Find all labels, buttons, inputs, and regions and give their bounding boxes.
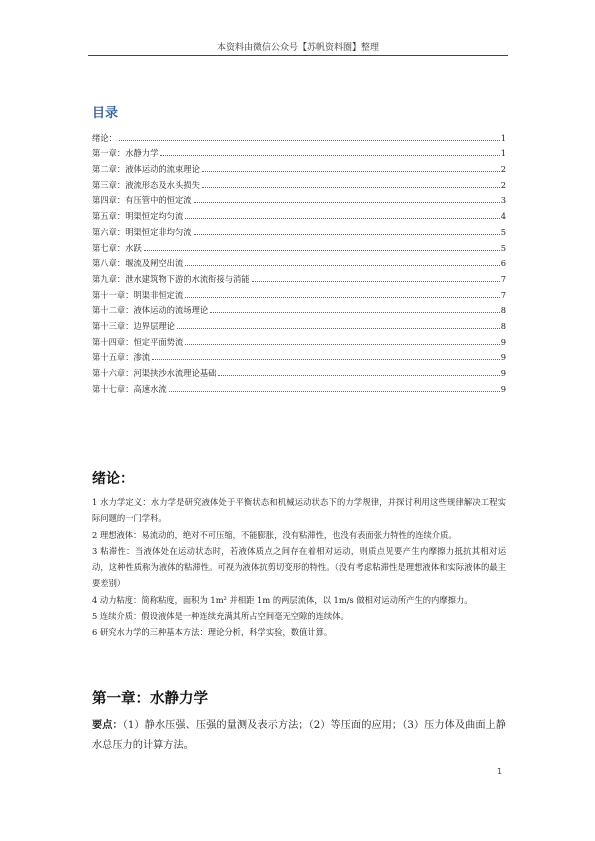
toc-leader-dots — [144, 250, 500, 251]
toc-entry-page: 2 — [500, 179, 506, 190]
toc-entry-page: 9 — [500, 352, 506, 363]
toc-title: 目录 — [92, 106, 119, 121]
chapter1-key-points — [92, 716, 506, 755]
toc-entry-page: 7 — [500, 289, 506, 300]
toc-leader-dots — [119, 140, 500, 141]
intro-paragraph: 3 粘滞性：当液体处在运动状态时，若液体质点之间存在着相对运动，则质点见要产生内摩擦力抵抗其相对运动，这种性质称为液体的粘滞性。可视为液体抗剪切变形的特性。（没有考虑粘滞性是理想液体和实际液体的最主要差别） — [92, 545, 506, 589]
chapter1-title: 第一章：水静力学 — [92, 691, 208, 707]
intro-paragraph: 2 理想液体：易流动的，绝对不可压缩，不能膨胀，没有粘滞性，也没有表面张力特性的连续介质。 — [92, 529, 457, 540]
toc-leader-dots — [252, 281, 500, 282]
toc-entry-label: 第五章：明渠恒定均匀流 — [92, 211, 184, 222]
toc-entry[interactable] — [92, 378, 506, 394]
toc-entry-label: 第三章：液流形态及水头损失 — [92, 179, 200, 190]
toc-leader-dots — [202, 187, 500, 188]
intro-paragraph: 1 水力学定义：水力学是研究液体处于平衡状态和机械运动状态下的力学规律，并探讨利用这些规律解决工程实际问题的一门学科。 — [92, 497, 506, 524]
toc-entry[interactable] — [92, 205, 506, 221]
key-points-label: 要点： — [92, 719, 123, 731]
toc-entry-page: 3 — [500, 195, 506, 206]
toc-entry-label: 第十二章：液体运动的流场理论 — [92, 305, 209, 316]
toc-entry-page: 5 — [500, 242, 506, 253]
toc-entry[interactable] — [92, 253, 506, 269]
toc-entry-page: 9 — [500, 383, 506, 394]
toc-entry-page: 2 — [500, 164, 506, 175]
toc-entry[interactable] — [92, 190, 506, 206]
toc-entry-label: 第四章：有压管中的恒定流 — [92, 195, 192, 206]
toc-entry-label: 第二章：液体运动的流束理论 — [92, 164, 200, 175]
toc-entry[interactable] — [92, 347, 506, 363]
toc-leader-dots — [152, 359, 500, 360]
toc-entry-page: 6 — [500, 258, 506, 269]
toc-entry-label: 绪论： — [92, 132, 117, 143]
toc-entry[interactable] — [92, 174, 506, 190]
table-of-contents — [92, 127, 506, 394]
toc-entry-label: 第十七章：高速水流 — [92, 383, 167, 394]
toc-entry-label: 第十四章：恒定平面势流 — [92, 336, 184, 347]
toc-entry[interactable] — [92, 237, 506, 253]
header-divider — [88, 55, 508, 56]
toc-entry-label: 第十一章：明渠非恒定流 — [92, 289, 184, 300]
toc-entry-label: 第九章：泄水建筑物下游的水流衔接与消能 — [92, 273, 250, 284]
toc-entry-page: 1 — [500, 148, 506, 159]
toc-leader-dots — [177, 328, 500, 329]
toc-entry[interactable] — [92, 315, 506, 331]
page-header: 本资料由微信公众号【苏帆资料圈】整理 — [216, 43, 379, 53]
toc-entry[interactable] — [92, 268, 506, 284]
toc-entry-label: 第十三章：边界层理论 — [92, 320, 175, 331]
toc-entry-page: 9 — [500, 336, 506, 347]
toc-entry[interactable] — [92, 143, 506, 159]
toc-leader-dots — [185, 297, 499, 298]
toc-leader-dots — [169, 391, 500, 392]
toc-entry-label: 第八章：堰流及闸空出流 — [92, 258, 184, 269]
toc-entry[interactable] — [92, 221, 506, 237]
intro-paragraph: 5 连续介质：假设液体是一种连续充满其所占空间毫无空隙的连续体。 — [92, 611, 349, 622]
toc-entry[interactable] — [92, 300, 506, 316]
toc-leader-dots — [185, 265, 499, 266]
toc-leader-dots — [210, 312, 500, 313]
toc-entry-label: 第十五章：渗流 — [92, 352, 151, 363]
toc-entry-page: 7 — [500, 273, 506, 284]
toc-entry[interactable] — [92, 331, 506, 347]
toc-entry[interactable] — [92, 284, 506, 300]
intro-paragraph: 6 研究水力学的三种基本方法：理论分析，科学实验，数值计算。 — [92, 627, 333, 638]
toc-entry-page: 1 — [500, 132, 506, 143]
toc-leader-dots — [194, 234, 500, 235]
intro-paragraph: 4 动力粘度：简称粘度，面积为 1m² 并相距 1m 的两层流体，以 1m/s 做相对运动所产生的内摩擦力。 — [92, 594, 473, 605]
toc-entry-page: 5 — [500, 226, 506, 237]
intro-title: 绪论： — [92, 471, 134, 487]
toc-entry-label: 第七章：水跃 — [92, 242, 142, 253]
toc-leader-dots — [185, 344, 499, 345]
toc-entry-page: 4 — [500, 211, 506, 222]
toc-entry-label: 第六章：明渠恒定非均匀流 — [92, 226, 192, 237]
toc-entry[interactable] — [92, 127, 506, 143]
intro-section — [92, 494, 506, 641]
toc-leader-dots — [202, 171, 500, 172]
toc-entry[interactable] — [92, 158, 506, 174]
toc-entry-page: 8 — [500, 320, 506, 331]
toc-entry[interactable] — [92, 362, 506, 378]
toc-entry-page: 9 — [500, 368, 506, 378]
toc-leader-dots — [194, 202, 500, 203]
toc-leader-dots — [218, 375, 499, 376]
key-points-text: （1）静水压强、压强的量测及表示方法；（2）等压面的应用；（3）压力体及曲面上静水总压力的计算方法。 — [92, 720, 506, 751]
page-number: 1 — [497, 767, 503, 776]
toc-entry-label: 第一章：水静力学 — [92, 148, 159, 159]
toc-entry-page: 8 — [500, 305, 506, 316]
toc-leader-dots — [185, 218, 499, 219]
toc-leader-dots — [160, 155, 499, 156]
toc-entry-label: 第十六章：河渠挟沙水流理论基础 — [92, 368, 217, 378]
